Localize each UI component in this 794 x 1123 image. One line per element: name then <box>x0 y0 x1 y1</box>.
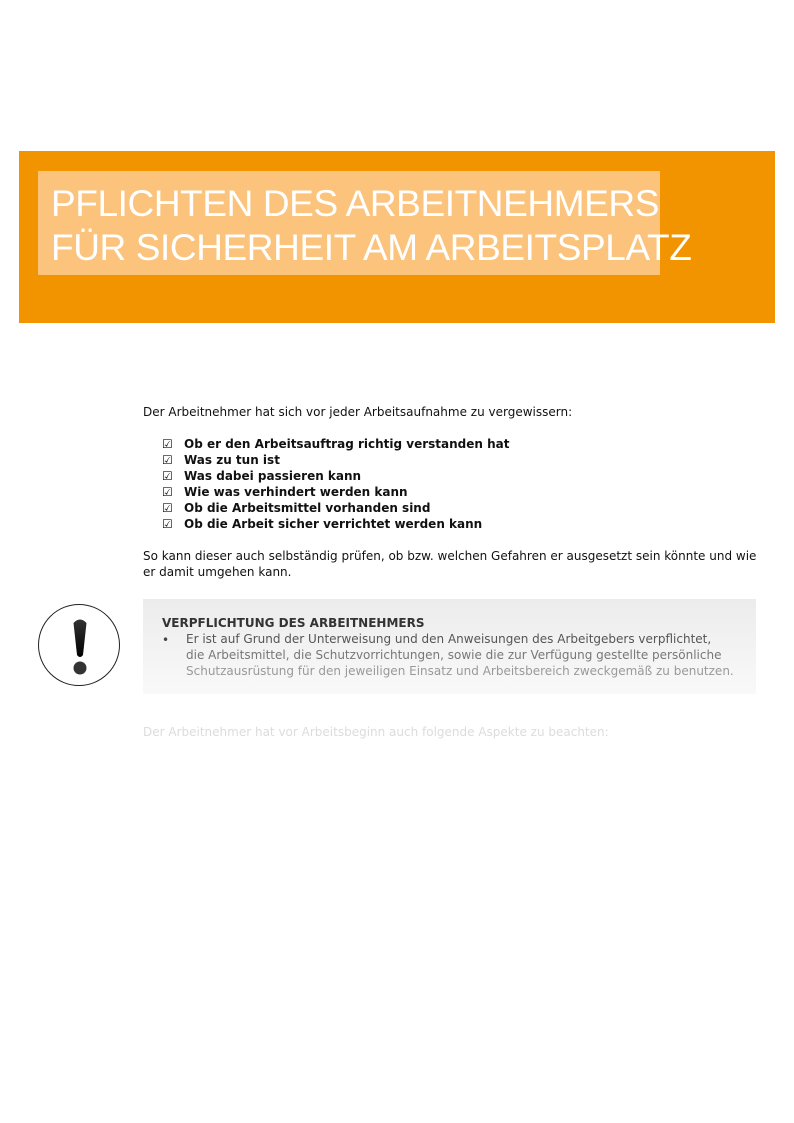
checkbox-icon: ☑ <box>162 469 173 483</box>
notice-box <box>143 599 756 694</box>
checkbox-icon: ☑ <box>162 453 173 467</box>
checkbox-icon: ☑ <box>162 501 173 515</box>
bullet-icon: • <box>162 633 170 647</box>
exclamation-icon <box>38 604 120 686</box>
header-banner <box>19 151 775 323</box>
checkbox-icon: ☑ <box>162 517 173 531</box>
title-box <box>38 171 692 275</box>
checklist-item-label: Ob die Arbeitsmittel vorhanden sind <box>184 501 431 515</box>
page-title-line-1: PFLICHTEN DES ARBEITNEHMERS <box>51 183 660 224</box>
notice-text-line: die Arbeitsmittel, die Schutzvorrichtungen, sowie die zur Verfügung gestellte persönliche <box>186 648 722 662</box>
checklist-item <box>143 452 757 468</box>
intro-text: Der Arbeitnehmer hat sich vor jeder Arbeitsaufnahme zu vergewissern: <box>143 405 573 419</box>
checklist-item-label: Ob die Arbeit sicher verrichtet werden kann <box>184 517 483 531</box>
checklist-item-label: Was dabei passieren kann <box>184 469 362 483</box>
checkbox-icon: ☑ <box>162 437 173 451</box>
checklist-item <box>143 436 757 452</box>
checklist-item <box>143 484 757 500</box>
page-title-line-2: FÜR SICHERHEIT AM ARBEITSPLATZ <box>51 227 692 268</box>
checklist-item-label: Was zu tun ist <box>184 453 280 467</box>
notice-text-line: Er ist auf Grund der Unterweisung und den Anweisungen des Arbeitgebers verpflichtet, <box>186 632 712 646</box>
checklist-item <box>143 500 757 516</box>
body-paragraph: So kann dieser auch selbständig prüfen, ob bzw. welchen Gefahren er ausgesetzt sein könnte und wie er damit umgehen kann. <box>143 549 757 579</box>
checklist-item <box>143 468 757 484</box>
faded-text: Der Arbeitnehmer hat vor Arbeitsbeginn auch folgende Aspekte zu beachten: <box>143 725 609 739</box>
notice-title: VERPFLICHTUNG DES ARBEITNEHMERS <box>162 616 425 630</box>
notice-text-line: Schutzausrüstung für den jeweiligen Einsatz und Arbeitsbereich zweckgemäß zu benutzen. <box>186 664 734 678</box>
checklist-item <box>143 516 757 532</box>
checklist-item-label: Ob er den Arbeitsauftrag richtig verstanden hat <box>184 437 510 451</box>
checkbox-icon: ☑ <box>162 485 173 499</box>
checklist <box>143 436 757 532</box>
checklist-item-label: Wie was verhindert werden kann <box>184 485 408 499</box>
